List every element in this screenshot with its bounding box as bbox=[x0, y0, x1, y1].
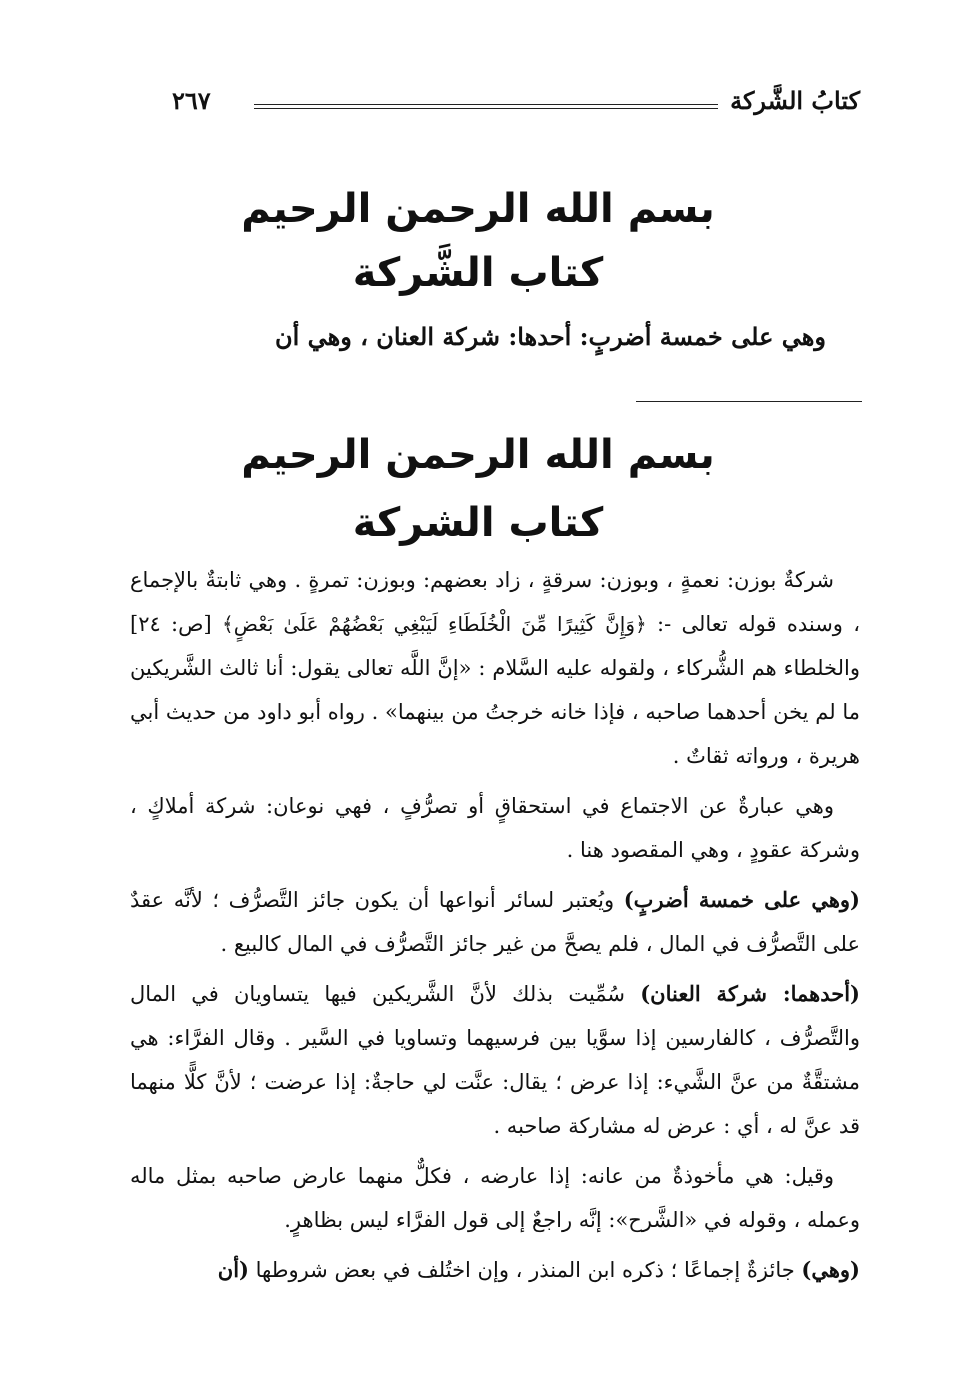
page-number: ٢٦٧ bbox=[172, 86, 211, 115]
paragraph-6-matn-end: (أن bbox=[217, 1257, 249, 1282]
book-title-2: كتاب الشركة bbox=[352, 500, 604, 546]
paragraph-4-text: سُمِّيت بذلك لأنَّ الشَّريكين فيها يتساويان في المال والتَّصرُّف ، كالفارسين إذا سوَّيا بين فرسيهما وتساويا في السَّير . وقال الفرَّاء: هي مشتقَّةٌ من عنَّ الشَّيء: إذا عرض ؛ يقال: عنَّت لي حاجةٌ: إذا عرضت ؛ لأنَّ كلًّا منهما قد عنَّ له ، أي : عرض له مشاركة صاحبه . bbox=[130, 982, 860, 1138]
book-title-1: كتاب الشَّركة bbox=[352, 250, 604, 296]
paragraph-3-matn: (وهي على خمسة أضربٍ) bbox=[623, 887, 860, 912]
quran-verse: ﴿وَإِنَّ كَثِيرًا مِّنَ الْخُلَطَاءِ لَيَبْغِي بَعْضُهُمْ عَلَىٰ بَعْضٍ﴾ bbox=[221, 612, 647, 636]
running-header bbox=[172, 86, 860, 122]
paragraph-3 bbox=[130, 878, 860, 966]
paragraph-1 bbox=[130, 558, 860, 778]
basmala-heading-2: بسم الله الرحمن الرحيم bbox=[241, 432, 715, 478]
paragraph-2-text: وهي عبارةٌ عن الاجتماع في استحقاقٍ أو تصرُّفٍ ، فهي نوعان: شركة أملاكٍ ، وشركة عقودٍ ، وهي المقصود هنا . bbox=[130, 794, 860, 862]
basmala-heading-1: بسم الله الرحمن الرحيم bbox=[241, 186, 715, 232]
paragraph-6-matn: (وهي) bbox=[801, 1257, 860, 1282]
paragraph-5 bbox=[130, 1154, 860, 1242]
paragraph-3-text: ويُعتبر لسائر أنواعها أن يكون جائز التَّصرُّف ؛ لأنَّه عقدٌ على التَّصرُّف في المال ، فلم يصحَّ من غير جائز التَّصرُّف في المال كالبيع . bbox=[130, 888, 860, 956]
commentary-body bbox=[130, 558, 860, 1298]
paragraph-4-matn: (أحدهما: شركة العنان) bbox=[640, 981, 860, 1006]
paragraph-2 bbox=[130, 784, 860, 872]
matn-text: وهي على خمسة أضربٍ: أحدها: شركة العنان ، وهي أن bbox=[274, 322, 826, 351]
paragraph-6 bbox=[130, 1248, 860, 1292]
paragraph-1-text: شركةٌ بوزن: نعمةٍ ، وبوزن: سرقةٍ ، زاد بعضهم: وبوزن: تمرةٍ . وهي ثابتةٌ بالإجماع ، وسنده قوله تعالى -: bbox=[130, 568, 860, 636]
header-rule bbox=[254, 104, 718, 109]
paragraph-6-text: جائزةٌ إجماعًا ؛ ذكره ابن المنذر ، وإن اختُلف في بعض شروطها bbox=[255, 1258, 795, 1282]
paragraph-5-text: وقيل: هي مأخوذةٌ من عانه: إذا عارضه ، فكلٌّ منهما عارض صاحبه بمثل ماله وعمله ، وقوله في «الشَّرح»: إنَّه راجعٌ إلى قول الفرَّاء ليس بظاهرٍ. bbox=[130, 1164, 860, 1232]
paragraph-1-rest: [ص: ٢٤] والخلطاء هم الشُّركاء ، ولقوله عليه السَّلام : «إنَّ اللَّه تعالى يقول: أنا ثالث الشَّريكين ما لم يخن أحدهما صاحبه ، فإذا خانه خرجتُ من بينهما» . رواه أبو داود من حديث أبي هريرة ، ورواته ثقاتٌ . bbox=[130, 612, 860, 768]
section-separator bbox=[636, 401, 862, 402]
paragraph-4 bbox=[130, 972, 860, 1148]
running-header-title: كتابُ الشَّركة bbox=[730, 86, 860, 115]
